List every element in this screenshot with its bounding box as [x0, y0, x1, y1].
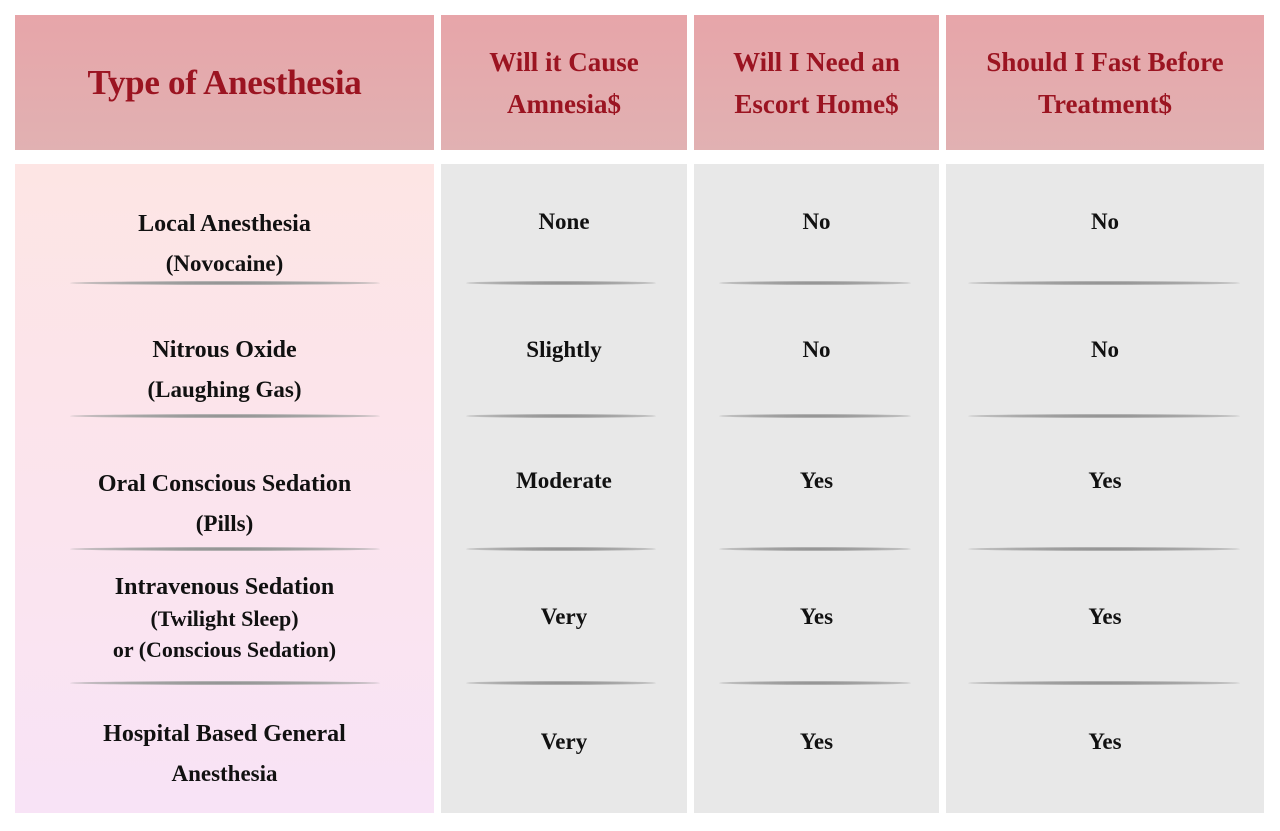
- fast-cell: [946, 202, 1264, 242]
- header-fast-line1: Should I Fast Before: [986, 46, 1224, 77]
- row-divider: [968, 414, 1240, 418]
- header-amnesia-line1: Will it Cause: [489, 46, 639, 77]
- fast-cell: [946, 597, 1264, 637]
- escort-cell: [694, 461, 939, 501]
- row-divider: [466, 414, 656, 418]
- column-escort: [694, 164, 939, 813]
- row-divider: [719, 414, 911, 418]
- fast-cell: [946, 330, 1264, 370]
- column-type: [15, 164, 434, 813]
- fast-value: Yes: [1088, 468, 1122, 493]
- column-fast: [946, 164, 1264, 813]
- fast-value: No: [1090, 209, 1120, 234]
- row-divider: [70, 681, 380, 685]
- type-cell: [15, 312, 434, 428]
- header-type-of-anesthesia: [15, 15, 434, 150]
- escort-cell: [694, 202, 939, 242]
- escort-value: Yes: [799, 468, 834, 493]
- escort-value: Yes: [799, 604, 834, 629]
- amnesia-cell: [441, 330, 687, 370]
- fast-cell: [946, 461, 1264, 501]
- type-alias: (Novocaine): [165, 251, 284, 276]
- row-divider: [968, 281, 1240, 285]
- type-name: Intravenous Sedation: [114, 574, 335, 600]
- header-amnesia-line2: Amnesia$: [506, 88, 621, 119]
- type-alias: (Twilight Sleep): [150, 606, 299, 631]
- row-divider: [70, 547, 380, 551]
- header-escort-line1: Will I Need an: [733, 46, 900, 77]
- amnesia-cell: [441, 597, 687, 637]
- type-name: Oral Conscious Sedation: [97, 471, 352, 497]
- type-alias-2: or (Conscious Sedation): [112, 637, 337, 662]
- type-cell: [15, 562, 434, 674]
- header-amnesia: [441, 15, 687, 150]
- type-name: Hospital Based General: [103, 721, 346, 747]
- escort-value: Yes: [799, 729, 834, 754]
- escort-value: No: [802, 337, 831, 362]
- amnesia-value: None: [538, 209, 590, 234]
- amnesia-value: Moderate: [516, 468, 612, 493]
- row-divider: [466, 547, 656, 551]
- escort-cell: [694, 722, 939, 762]
- escort-cell: [694, 597, 939, 637]
- row-divider: [466, 281, 656, 285]
- fast-value: Yes: [1088, 604, 1122, 629]
- type-alias: (Pills): [195, 511, 254, 536]
- type-cell: [15, 702, 434, 806]
- type-name: Local Anesthesia: [138, 211, 311, 237]
- amnesia-value: Slightly: [526, 337, 602, 362]
- row-divider: [719, 547, 911, 551]
- column-amnesia: [441, 164, 687, 813]
- amnesia-value: Very: [540, 729, 588, 754]
- amnesia-cell: [441, 461, 687, 501]
- row-divider: [968, 547, 1240, 551]
- escort-cell: [694, 330, 939, 370]
- row-divider: [466, 681, 656, 685]
- header-type-label: Type of Anesthesia: [87, 62, 362, 102]
- amnesia-cell: [441, 202, 687, 242]
- row-divider: [968, 681, 1240, 685]
- header-escort-line2: Escort Home$: [734, 88, 899, 119]
- row-divider: [719, 681, 911, 685]
- amnesia-cell: [441, 722, 687, 762]
- fast-value: No: [1090, 337, 1120, 362]
- escort-value: No: [802, 209, 831, 234]
- header-fast: [946, 15, 1264, 150]
- fast-cell: [946, 722, 1264, 762]
- row-divider: [70, 414, 380, 418]
- type-cell: [15, 446, 434, 562]
- amnesia-value: Very: [540, 604, 588, 629]
- header-escort: [694, 15, 939, 150]
- type-alias: (Laughing Gas): [147, 377, 302, 402]
- type-alias: Anesthesia: [171, 761, 278, 786]
- fast-value: Yes: [1088, 729, 1122, 754]
- row-divider: [70, 281, 380, 285]
- header-fast-line2: Treatment$: [1038, 88, 1172, 119]
- row-divider: [719, 281, 911, 285]
- type-name: Nitrous Oxide: [152, 337, 297, 363]
